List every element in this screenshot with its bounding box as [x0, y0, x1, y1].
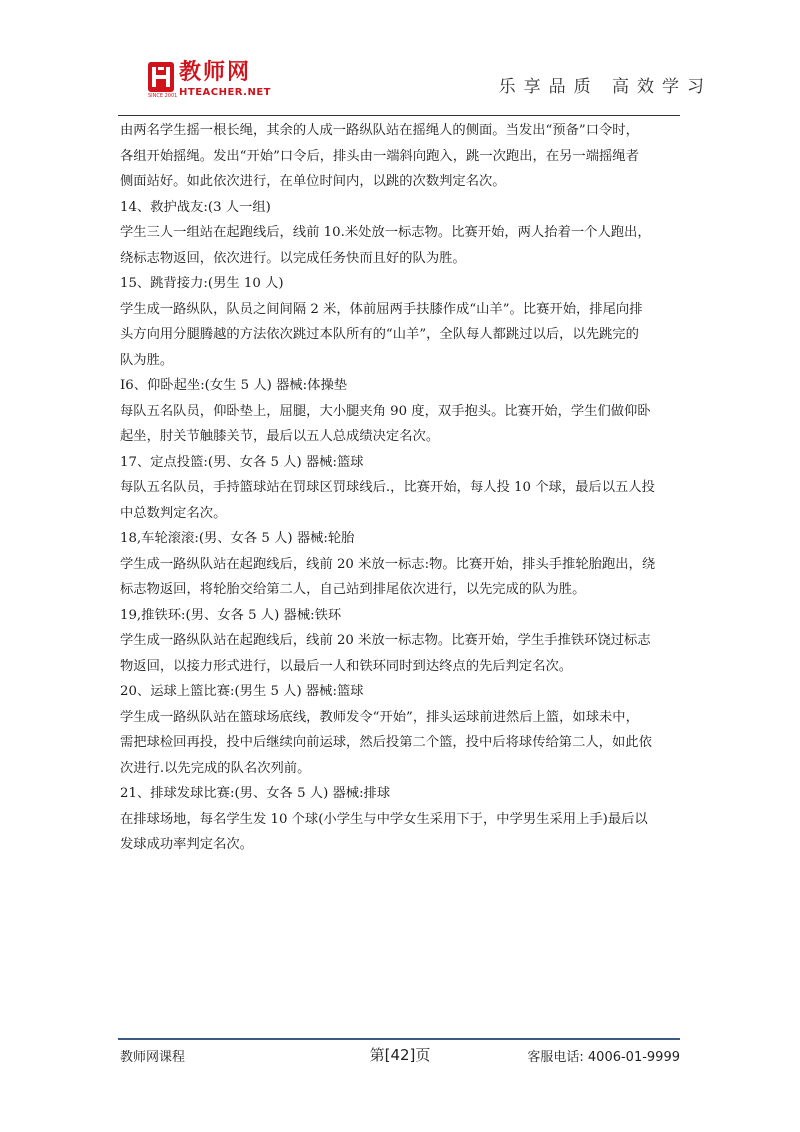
- logo: [148, 60, 273, 102]
- section-heading: 15、跳背接力:(男生 10 人): [120, 276, 284, 291]
- text-line: 学生成一路纵队站在起跑线后，线前 20 米放一标志物。比赛开始，学生手推铁环饶过标志: [120, 633, 651, 648]
- footer-course-label: 教师网课程: [120, 1050, 186, 1065]
- section-heading: I6、仰卧起坐:(女生 5 人) 器械:体操垫: [120, 378, 348, 393]
- text-line: 物返回，以接力形式进行，以最后一人和铁环同时到达终点的先后判定名次。: [120, 658, 573, 674]
- section-heading: 21、排球发球比赛:(男、女各 5 人) 器械:排球: [120, 786, 391, 801]
- text-line: 学生三人一组站在起跑线后，线前 10.米处放一标志物。比赛开始，两人抬着一个人跑出，: [120, 225, 651, 240]
- text-line: 起坐，肘关节触膝关节，最后以五人总成绩决定名次。: [120, 429, 440, 444]
- header-slogan: 乐享品质 高效学习: [498, 77, 712, 97]
- text-line: 队为胜。: [120, 352, 174, 368]
- page-footer: [120, 1044, 680, 1068]
- hteacher-logo-icon: [148, 62, 174, 92]
- footer-divider: [118, 1038, 680, 1040]
- text-line: 学生成一路纵队站在起跑线后，线前 20 米放一标志:物。比赛开始，排头手推轮胎跑出，绕: [120, 556, 656, 572]
- footer-phone: 客服电话: 4006-01-9999: [527, 1050, 680, 1065]
- section-heading: 17、定点投篮:(男、女各 5 人) 器械:篮球: [120, 454, 364, 470]
- logo-text-cn: 教师网: [179, 60, 252, 85]
- text-line: 学生成一路纵队站在篮球场底线，教师发令“开始”，排头运球前进然后上篮，如球未中，: [120, 709, 639, 725]
- text-line: 在排球场地，每名学生发 10 个球(小学生与中学女生采用下于，中学男生采用上手)最后以: [120, 811, 648, 827]
- text-line: 绕标志物返回，依次进行。以完成任务快而且好的队为胜。: [120, 250, 466, 266]
- text-line: 由两名学生摇一根长绳，其余的人成一路纵队站在摇绳人的侧面。当发出“预备”口令时，: [120, 123, 639, 138]
- text-line: 每队五名队员，仰卧垫上，屈腿，大小腿夹角 90 度，双手抱头。比赛开始，学生们做仰卧: [120, 403, 651, 419]
- text-line: 需把球检回再投，投中后继续向前运球，然后投第二个篮，投中后将球传给第二人，如此依: [120, 735, 652, 750]
- page-number: 第[42]页: [369, 1046, 431, 1064]
- text-line: 发球成功率判定名次。: [120, 837, 253, 852]
- page-header: [0, 0, 800, 120]
- text-line: 标志物返回，将轮胎交给第二人，自己站到排尾依次进行，以先完成的队为胜。: [120, 582, 586, 597]
- text-line: 各组开始摇绳。发出“开始”口令后，排头由一端斜向跑入，跳一次跑出，在另一端摇绳者: [120, 148, 639, 164]
- section-heading: 18,车轮滚滚:(男、女各 5 人) 器械:轮胎: [120, 531, 355, 546]
- text-line: 学生成一路纵队，队员之间间隔 2 米，体前屈两手扶膝作成“山羊”。比赛开始，排尾向排: [120, 301, 643, 317]
- text-line: 头方向用分腿腾越的方法依次跳过本队所有的“山羊”，全队每人都跳过以后，以先跳完的: [120, 327, 639, 342]
- text-line: 次进行.以先完成的队名次列前。: [120, 760, 311, 776]
- header-divider: [118, 115, 680, 116]
- text-line: 中总数判定名次。: [120, 505, 227, 521]
- page-content: [120, 118, 682, 858]
- section-heading: 14、救护战友:(3 人一组): [120, 199, 271, 215]
- text-line: 侧面站好。如此依次进行，在单位时间内，以跳的次数判定名次。: [120, 174, 506, 189]
- section-heading: 20、运球上篮比赛:(男生 5 人) 器械:篮球: [120, 684, 364, 699]
- text-line: 每队五名队员，手持篮球站在罚球区罚球线后.，比赛开始，每人投 10 个球，最后以五人投: [120, 480, 655, 495]
- logo-since: SINCE 2001: [148, 93, 178, 99]
- logo-text-en: HTEACHER.NET: [179, 87, 272, 98]
- section-heading: 19,推铁环:(男、女各 5 人) 器械:铁环: [120, 607, 342, 623]
